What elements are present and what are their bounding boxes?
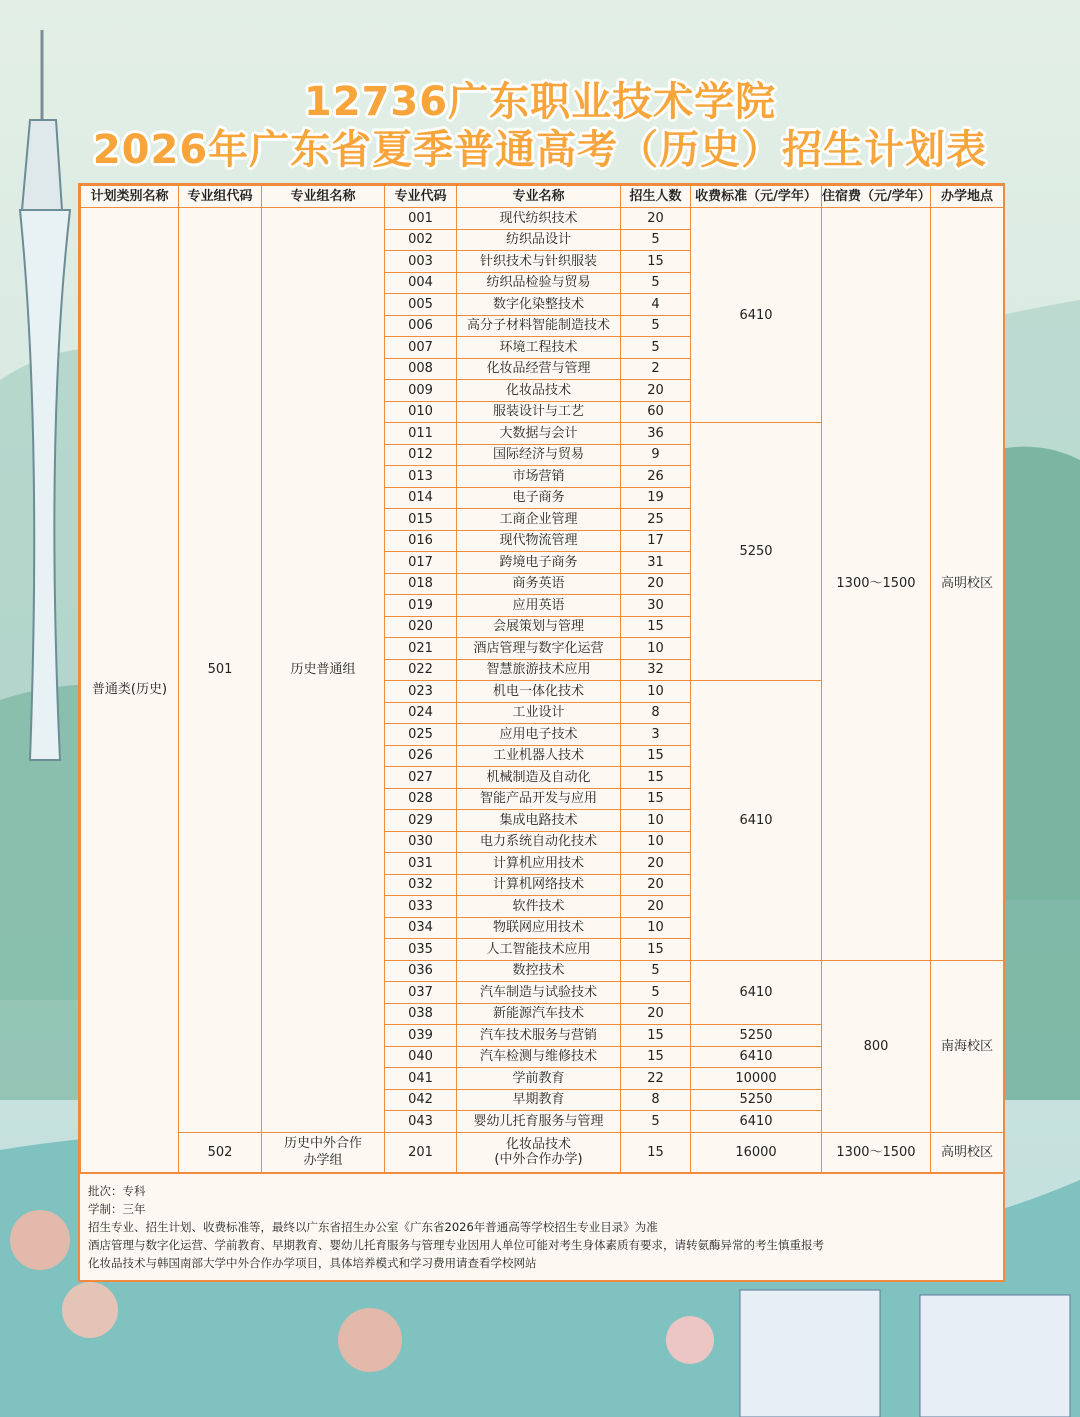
group-name-line: 历史中外合作 (283, 1136, 362, 1151)
header-cell: 专业代码 (385, 186, 457, 208)
major-code-cell: 024 (385, 702, 457, 724)
major-code-cell: 019 (385, 595, 457, 617)
note-line: 化妆品技术与韩国南部大学中外合作办学项目，具体培养模式和学习费用请查看学校网站 (88, 1255, 537, 1270)
enrollment-count-cell: 20 (621, 573, 691, 595)
major-name-cell: 应用英语 (457, 595, 621, 617)
tuition-fee-cell: 16000 (691, 1132, 822, 1172)
major-name-cell: 物联网应用技术 (457, 917, 621, 939)
major-name-cell: 跨境电子商务 (457, 552, 621, 574)
enrollment-plan-panel (78, 183, 1005, 1282)
major-name-cell: 电力系统自动化技术 (457, 831, 621, 853)
tuition-fee-cell: 6410 (691, 681, 822, 961)
enrollment-count-cell: 15 (621, 745, 691, 767)
major-code-cell: 025 (385, 724, 457, 746)
major-name-cell: 人工智能技术应用 (457, 939, 621, 961)
enrollment-count-cell: 15 (621, 251, 691, 273)
enrollment-count-cell: 5 (621, 1111, 691, 1133)
major-name-cell: 电子商务 (457, 487, 621, 509)
enrollment-count-cell: 9 (621, 444, 691, 466)
major-name-cell: 化妆品技术 (457, 380, 621, 402)
notes-section (80, 1173, 1003, 1280)
major-code-cell: 034 (385, 917, 457, 939)
major-name-cell: 学前教育 (457, 1068, 621, 1090)
major-code-cell: 042 (385, 1089, 457, 1111)
major-name-cell: 早期教育 (457, 1089, 621, 1111)
major-code-cell: 021 (385, 638, 457, 660)
major-name-cell: 新能源汽车技术 (457, 1003, 621, 1025)
header-cell: 专业组代码 (179, 186, 262, 208)
major-name-cell: 集成电路技术 (457, 810, 621, 832)
tuition-fee-cell: 6410 (691, 1111, 822, 1133)
table-row-group-502 (81, 1132, 1004, 1172)
group-code-cell: 502 (179, 1132, 262, 1172)
major-code-cell: 014 (385, 487, 457, 509)
major-code-cell: 026 (385, 745, 457, 767)
group-name-line: 办学组 (303, 1153, 343, 1168)
header-cell: 计划类别名称 (81, 186, 179, 208)
campus-cell: 南海校区 (931, 960, 1004, 1132)
campus-cell: 高明校区 (931, 208, 1004, 961)
header-cell: 办学地点 (931, 186, 1004, 208)
enrollment-count-cell: 5 (621, 229, 691, 251)
major-code-cell: 027 (385, 767, 457, 789)
major-code-cell: 032 (385, 874, 457, 896)
enrollment-count-cell: 8 (621, 1089, 691, 1111)
major-code-cell: 038 (385, 1003, 457, 1025)
major-name-cell: 汽车制造与试验技术 (457, 982, 621, 1004)
major-code-cell: 006 (385, 315, 457, 337)
enrollment-count-cell: 22 (621, 1068, 691, 1090)
enrollment-count-cell: 15 (621, 616, 691, 638)
major-name-cell: 现代纺织技术 (457, 208, 621, 230)
major-name-cell: 数控技术 (457, 960, 621, 982)
plan-category-cell: 普通类(历史) (81, 208, 179, 1173)
enrollment-count-cell: 20 (621, 208, 691, 230)
table-row (81, 208, 1004, 230)
major-code-cell: 023 (385, 681, 457, 703)
enrollment-count-cell: 15 (621, 939, 691, 961)
enrollment-count-cell: 10 (621, 831, 691, 853)
major-code-cell: 018 (385, 573, 457, 595)
enrollment-count-cell: 20 (621, 1003, 691, 1025)
major-code-cell: 010 (385, 401, 457, 423)
major-name-cell: 汽车技术服务与营销 (457, 1025, 621, 1047)
major-code-cell: 022 (385, 659, 457, 681)
major-name-cell: 机电一体化技术 (457, 681, 621, 703)
major-name-cell: 软件技术 (457, 896, 621, 918)
tuition-fee-cell: 5250 (691, 1089, 822, 1111)
enrollment-count-cell: 20 (621, 896, 691, 918)
enrollment-count-cell: 10 (621, 917, 691, 939)
major-code-cell: 008 (385, 358, 457, 380)
enrollment-count-cell: 20 (621, 853, 691, 875)
major-code-cell: 030 (385, 831, 457, 853)
major-name-cell: 高分子材料智能制造技术 (457, 315, 621, 337)
major-name-cell: 大数据与会计 (457, 423, 621, 445)
major-name-cell: 服装设计与工艺 (457, 401, 621, 423)
major-code-cell: 037 (385, 982, 457, 1004)
major-code-cell: 033 (385, 896, 457, 918)
enrollment-count-cell: 15 (621, 1132, 691, 1172)
enrollment-count-cell: 15 (621, 1046, 691, 1068)
enrollment-count-cell: 20 (621, 380, 691, 402)
major-name-cell (457, 1132, 621, 1172)
tuition-fee-cell: 10000 (691, 1068, 822, 1090)
major-name-cell: 会展策划与管理 (457, 616, 621, 638)
major-name-cell: 婴幼儿托育服务与管理 (457, 1111, 621, 1133)
major-name-cell: 汽车检测与维修技术 (457, 1046, 621, 1068)
enrollment-count-cell: 5 (621, 272, 691, 294)
major-code-cell: 041 (385, 1068, 457, 1090)
header-cell: 招生人数 (621, 186, 691, 208)
major-code-cell: 016 (385, 530, 457, 552)
major-code-cell: 004 (385, 272, 457, 294)
lodging-fee-cell: 1300～1500 (822, 1132, 931, 1172)
major-name-cell: 针织技术与针织服装 (457, 251, 621, 273)
lodging-fee-cell: 800 (822, 960, 931, 1132)
enrollment-count-cell: 25 (621, 509, 691, 531)
major-code-cell: 005 (385, 294, 457, 316)
major-code-cell: 028 (385, 788, 457, 810)
enrollment-count-cell: 36 (621, 423, 691, 445)
enrollment-count-cell: 31 (621, 552, 691, 574)
major-code-cell: 043 (385, 1111, 457, 1133)
major-name-cell: 工业机器人技术 (457, 745, 621, 767)
major-name-cell: 数字化染整技术 (457, 294, 621, 316)
major-name-cell: 智慧旅游技术应用 (457, 659, 621, 681)
enrollment-count-cell: 15 (621, 788, 691, 810)
enrollment-count-cell: 60 (621, 401, 691, 423)
tuition-fee-cell: 6410 (691, 1046, 822, 1068)
major-name-cell: 商务英语 (457, 573, 621, 595)
table-header-row (81, 186, 1004, 208)
major-name-line: 化妆品技术 (505, 1137, 571, 1152)
enrollment-count-cell: 30 (621, 595, 691, 617)
major-name-cell: 计算机网络技术 (457, 874, 621, 896)
major-code-cell: 031 (385, 853, 457, 875)
group-name-cell: 历史普通组 (262, 208, 385, 1133)
major-name-cell: 酒店管理与数字化运营 (457, 638, 621, 660)
header-cell: 住宿费（元/学年） (822, 186, 931, 208)
major-code-cell: 015 (385, 509, 457, 531)
enrollment-count-cell: 2 (621, 358, 691, 380)
major-name-line: (中外合作办学) (494, 1152, 583, 1167)
group-name-cell (262, 1132, 385, 1172)
tuition-fee-cell: 6410 (691, 208, 822, 423)
enrollment-count-cell: 32 (621, 659, 691, 681)
major-code-cell: 001 (385, 208, 457, 230)
major-code-cell: 035 (385, 939, 457, 961)
major-code-cell: 039 (385, 1025, 457, 1047)
enrollment-count-cell: 8 (621, 702, 691, 724)
major-code-cell: 009 (385, 380, 457, 402)
tuition-fee-cell: 5250 (691, 1025, 822, 1047)
enrollment-count-cell: 19 (621, 487, 691, 509)
header-cell: 专业组名称 (262, 186, 385, 208)
major-code-cell: 017 (385, 552, 457, 574)
tuition-fee-cell: 5250 (691, 423, 822, 681)
enrollment-count-cell: 15 (621, 767, 691, 789)
major-code-cell: 013 (385, 466, 457, 488)
enrollment-count-cell: 10 (621, 810, 691, 832)
major-name-cell: 计算机应用技术 (457, 853, 621, 875)
major-code-cell: 036 (385, 960, 457, 982)
tuition-fee-cell: 6410 (691, 960, 822, 1025)
major-name-cell: 智能产品开发与应用 (457, 788, 621, 810)
major-code-cell: 040 (385, 1046, 457, 1068)
major-code-cell: 011 (385, 423, 457, 445)
enrollment-count-cell: 20 (621, 874, 691, 896)
enrollment-count-cell: 26 (621, 466, 691, 488)
major-code-cell: 007 (385, 337, 457, 359)
enrollment-plan-table (80, 185, 1004, 1173)
page-title-line2: 2026年广东省夏季普通高考（历史）招生计划表 (92, 127, 988, 173)
major-code-cell: 201 (385, 1132, 457, 1172)
group-code-cell: 501 (179, 208, 262, 1133)
page-title-line1: 12736广东职业技术学院 (303, 79, 777, 125)
enrollment-count-cell: 10 (621, 681, 691, 703)
note-line: 招生专业、招生计划、收费标准等，最终以广东省招生办公室《广东省2026年普通高等学校招生专业目录》为准 (88, 1219, 658, 1234)
enrollment-count-cell: 17 (621, 530, 691, 552)
major-name-cell: 市场营销 (457, 466, 621, 488)
major-name-cell: 纺织品设计 (457, 229, 621, 251)
major-code-cell: 029 (385, 810, 457, 832)
major-code-cell: 020 (385, 616, 457, 638)
major-name-cell: 应用电子技术 (457, 724, 621, 746)
major-name-cell: 化妆品经营与管理 (457, 358, 621, 380)
enrollment-count-cell: 5 (621, 982, 691, 1004)
major-code-cell: 003 (385, 251, 457, 273)
major-name-cell: 工商企业管理 (457, 509, 621, 531)
lodging-fee-cell: 1300～1500 (822, 208, 931, 961)
note-line: 酒店管理与数字化运营、学前教育、早期教育、婴幼儿托育服务与管理专业因用人单位可能对考生身体素质有要求，请转氨酶异常的考生慎重报考 (88, 1237, 824, 1252)
enrollment-count-cell: 5 (621, 337, 691, 359)
note-line: 学制：三年 (88, 1201, 146, 1216)
major-code-cell: 002 (385, 229, 457, 251)
enrollment-count-cell: 10 (621, 638, 691, 660)
enrollment-count-cell: 5 (621, 960, 691, 982)
campus-cell: 高明校区 (931, 1132, 1004, 1172)
major-name-cell: 纺织品检验与贸易 (457, 272, 621, 294)
major-code-cell: 012 (385, 444, 457, 466)
major-name-cell: 工业设计 (457, 702, 621, 724)
enrollment-count-cell: 5 (621, 315, 691, 337)
enrollment-count-cell: 15 (621, 1025, 691, 1047)
note-line: 批次：专科 (88, 1183, 146, 1198)
major-name-cell: 环境工程技术 (457, 337, 621, 359)
header-cell: 收费标准（元/学年） (691, 186, 822, 208)
major-name-cell: 现代物流管理 (457, 530, 621, 552)
header-cell: 专业名称 (457, 186, 621, 208)
major-name-cell: 国际经济与贸易 (457, 444, 621, 466)
enrollment-count-cell: 3 (621, 724, 691, 746)
major-name-cell: 机械制造及自动化 (457, 767, 621, 789)
enrollment-count-cell: 4 (621, 294, 691, 316)
